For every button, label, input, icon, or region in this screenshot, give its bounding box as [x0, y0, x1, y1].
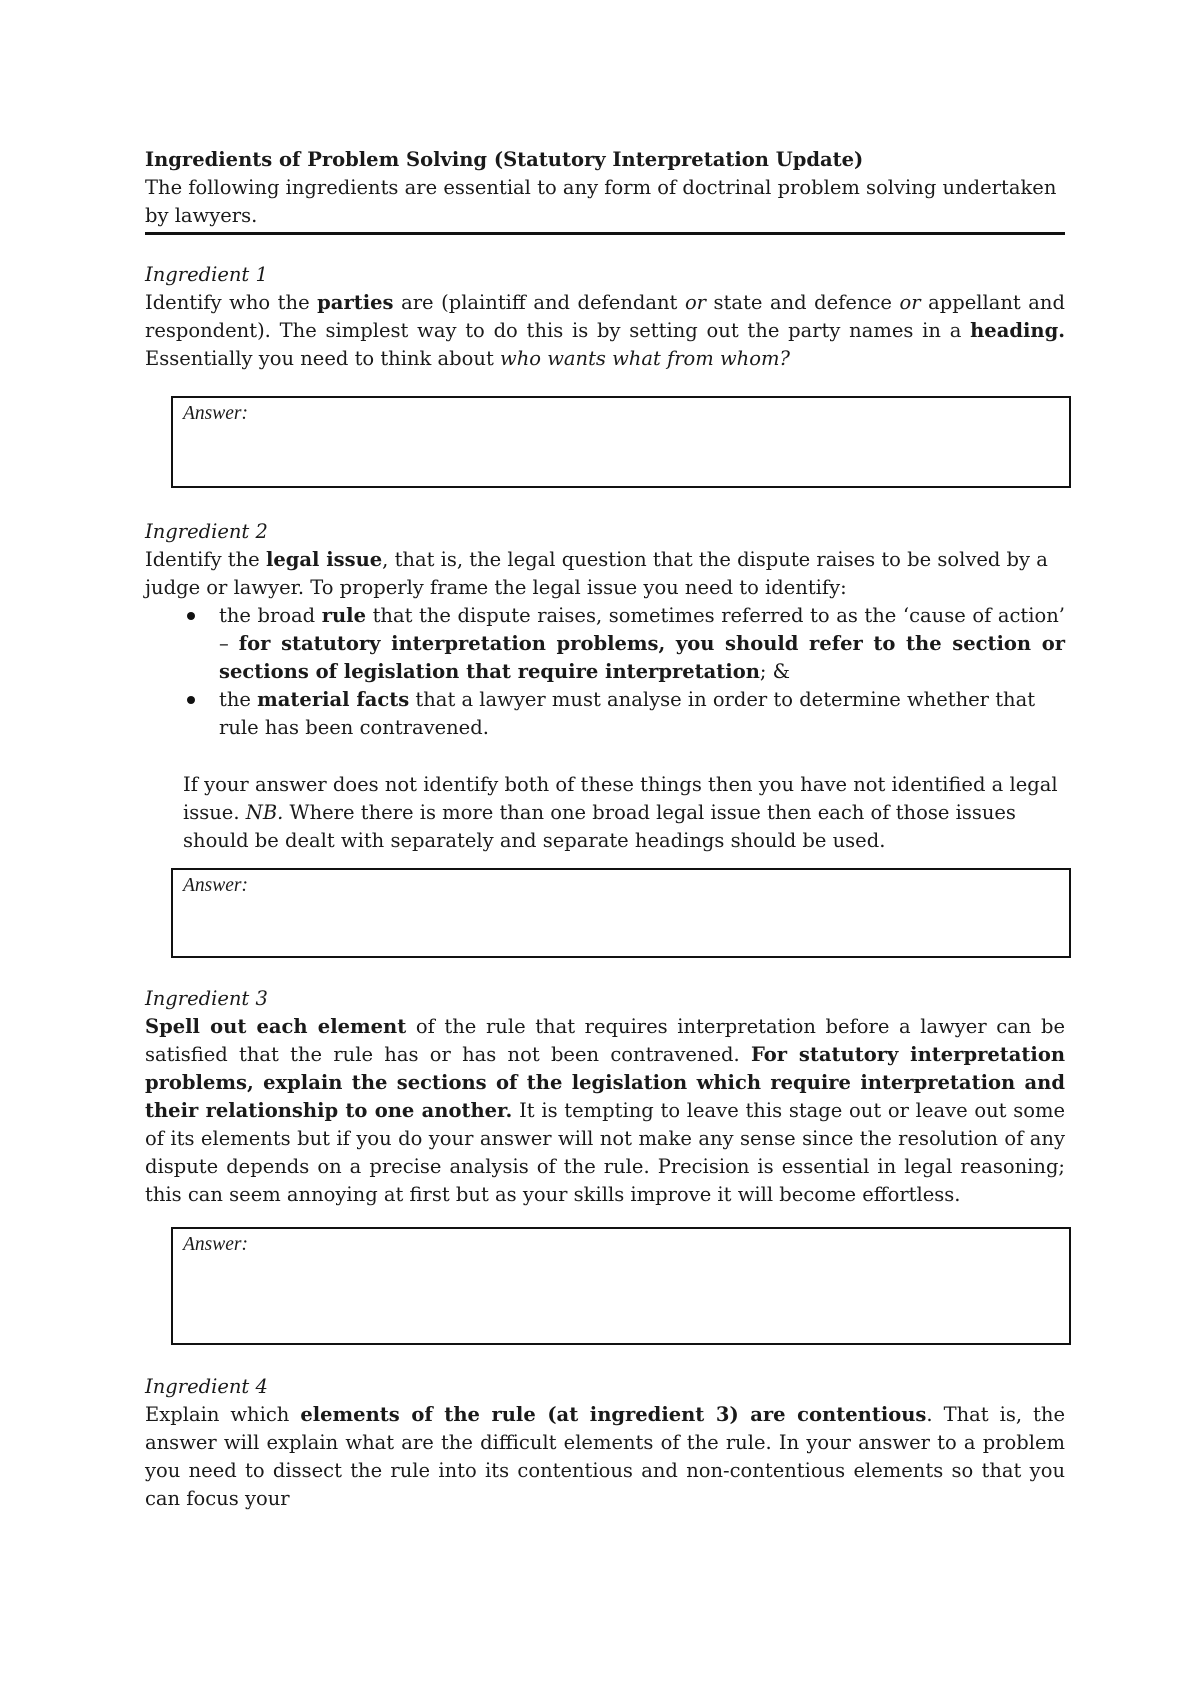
- ingredient-4-text: Explain which elements of the rule (at ingredient 3) are contentious. That is, the answer will explain what are the difficult elements of the rule. In your answer to a problem you need to dissect the rule into its contentious and non-contentious elements so that you can focus your: [145, 1403, 1065, 1510]
- bullet-icon: [187, 696, 195, 704]
- ingredient-1-heading: Ingredient 1: [145, 263, 268, 286]
- ingredient-1-text: Identify who the parties are (plaintiff and defendant or state and defence or appellant and respondent). The simplest way to do this is by setting out the party names in a heading. Essentially you need to think about who wants what from whom?: [145, 291, 1065, 370]
- answer-label: Answer:: [183, 1234, 248, 1255]
- answer-box-2[interactable]: [171, 868, 1071, 958]
- ingredient-2-bullet-list: [145, 602, 1065, 742]
- answer-label: Answer:: [183, 403, 248, 424]
- ingredient-2-note: If your answer does not identify both of these things then you have not identified a legal issue. NB. Where there is more than one broad legal issue then each of those issues should be dealt with separately and separate headings should be used.: [183, 773, 1058, 852]
- ingredient-3-text: Spell out each element of the rule that requires interpretation before a lawyer can be satisfied that the rule has or has not been contravened. For statutory interpretation problems, explain the sections of the legislation which require interpretation and their relationship to one another. It is tempting to leave this stage out or leave out some of its elements but if you do your answer will not make any sense since the resolution of any dispute depends on a precise analysis of the rule. Precision is essential in legal reasoning; this can seem annoying at first but as your skills improve it will become effortless.: [145, 1015, 1066, 1206]
- ingredient-4-heading: Ingredient 4: [145, 1375, 268, 1398]
- ingredient-3-heading: Ingredient 3: [145, 987, 268, 1010]
- list-item: the material facts that a lawyer must analyse in order to determine whether that rule has been contravened.: [145, 686, 1065, 742]
- ingredient-2-text: Identify the legal issue, that is, the legal question that the dispute raises to be solved by a judge or lawyer. To properly frame the legal issue you need to identify:: [145, 548, 1048, 599]
- document-title: Ingredients of Problem Solving (Statutory Interpretation Update): [145, 148, 864, 171]
- answer-box-3[interactable]: [171, 1227, 1071, 1345]
- document-intro: The following ingredients are essential to any form of doctrinal problem solving undertaken by lawyers.: [145, 176, 1057, 227]
- ingredient-2-heading: Ingredient 2: [145, 520, 268, 543]
- title-divider: [145, 232, 1065, 235]
- answer-label: Answer:: [183, 875, 248, 896]
- answer-box-1[interactable]: [171, 396, 1071, 488]
- list-item: the broad rule that the dispute raises, sometimes referred to as the ‘cause of action’ – for statutory interpretation problems, you should refer to the section or sections of legislation that require interpretation; &: [145, 602, 1065, 686]
- document-content: [145, 146, 1065, 1513]
- bullet-icon: [187, 612, 195, 620]
